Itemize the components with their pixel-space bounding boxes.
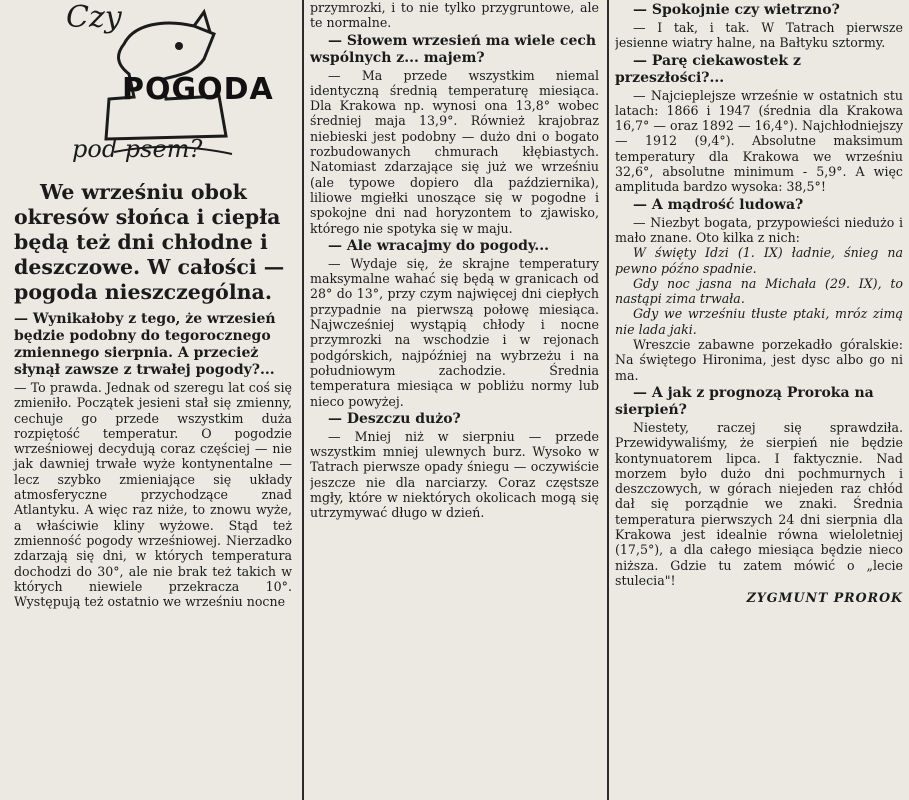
question-5: — Spokojnie czy wietrzno? — [633, 2, 840, 18]
logo-text-czy: Czy — [66, 0, 122, 35]
column-logo — [14, 0, 292, 172]
question-8: — A jak z prognozą Proroka na sierpień? — [615, 384, 874, 418]
column-divider — [302, 0, 304, 800]
column-divider — [607, 0, 609, 800]
question-6: — Parę ciekawostek z przeszłości?... — [615, 52, 801, 86]
answer-1-continued: przymrozki, i to nie tylko przygruntowe, ale te normalne. — [310, 0, 599, 31]
author-signature: ZYGMUNT PROROK — [746, 590, 903, 606]
question-2: — Słowem wrzesień ma wiele cech wspólnych z... majem? — [310, 32, 597, 66]
proverb-4: Wreszcie zabawne porzekadło góralskie: Na świętego Hironima, jest dysc albo go ni ma. — [615, 337, 903, 383]
lead-paragraph: We wrześniu obok okresów słońca i ciepła będą też dni chłodne i deszczowe. W całości — pogoda nieszczególna. — [14, 180, 285, 304]
answer-5: — I tak, i tak. W Tatrach pierwsze jesienne wiatry halne, na Bałtyku sztormy. — [615, 20, 903, 51]
answer-2: — Ma przede wszystkim niemal identyczną średnią temperaturę miesiąca. Dla Krakowa np. wynosi ona 13,8° wobec średniej maja 13,9°. Również krajobraz niebieski jest podobny — dużo dni o bogato rozbudowanych chmurach kłębiastych. Natomiast zdarzające się już we wrześniu (ale typowe dopiero dla października), liliowe mgiełki unoszące się w pogodne i spokojne dni nad horyzontem to zjawisko, którego nie spotyka się w maju. — [310, 67, 599, 236]
column-2 — [310, 0, 599, 800]
proverb-2: Gdy noc jasna na Michała (29. IX), to nastąpi zima trwała. — [615, 275, 903, 307]
proverb-3: Gdy we wrześniu tłuste ptaki, mróz zimą nie lada jaki. — [615, 306, 903, 337]
question-3: — Ale wracajmy do pogody... — [328, 237, 550, 254]
answer-8: Niestety, raczej się sprawdziła. Przewidywaliśmy, że sierpień nie będzie kontynuatorem lipca. I faktycznie. Nad morzem było dużo dni pochmurnych i deszczowych, w górach niejeden raz chłód dał się porządnie we znaki. Średnia temperatura pierwszych 24 dni sierpnia dla Krakowa jest idealnie równa wieloletniej (17,5°), a dla całego miesiąca będzie nieco niższa. Gdzie tu zatem mówić o „lecie stulecia"! — [615, 419, 903, 588]
question-4: — Deszczu dużo? — [328, 410, 461, 427]
answer-3: — Wydaje się, że skrajne temperatury maksymalne wahać się będą w granicach od 28° do 13°, przy czym najwięcej dni ciepłych przypadnie na pierwszą połowę miesiąca. Najwcześniej wystąpią chłody i nocne przymrozki na wschodzie i w rejonach podgórskich, najpóźniej na wybrzeżu i na południowym zachodzie. Średnia temperatura miesiąca w pobliżu normy lub nieco powyżej. — [310, 255, 599, 409]
proverb-1: W święty Idzi (1. IX) ładnie, śnieg na pewno późno spadnie. — [615, 245, 903, 276]
question-7: — A mądrość ludowa? — [633, 196, 804, 213]
answer-6: — Najcieplejsze wrześnie w ostatnich stu latach: 1866 i 1947 (średnia dla Krakowa 16,7° — oraz 1892 — 16,4°). Najchłodniejszy — 1912 (9,4°). Absolutne maksimum temperatury dla Krakowa we wrześniu 32,6°, absolutne minimum - 5,9°. A więc amplituda bardzo wysoka: 38,5°! — [615, 87, 903, 195]
column-3 — [615, 0, 903, 800]
answer-7: — Niezbyt bogata, przypowieści niedużo i mało znane. Oto kilka z nich: — [615, 214, 903, 245]
answer-4: — Mniej niż w sierpniu — przede wszystkim mniej ulewnych burz. Wysoko w Tatrach pierwsze opady śniegu — oczywiście jeszcze nie dla narciarzy. Coraz częstsze mgły, które w niektórych okolicach mogą się utrzymywać długo w dzień. — [310, 428, 599, 521]
question-1: — Wynikałoby z tego, że wrzesień będzie podobny do tegorocznego zmiennego sierpnia. A przecież słynął zawsze z trwałej pogody?... — [14, 311, 276, 378]
answer-1: — To prawda. Jednak od szeregu lat coś się zmieniło. Początek jesieni stał się zmienny, cechuje go przede wszystkim duża rozpiętość temperatur. O pogodzie wrześniowej decydują coraz częściej — nie jak dawniej trwałe wyże kontynentalne — lecz szybko zmieniające się układy atmosferyczne przychodzące znad Atlantyku. A więc raz niże, to znowu wyże, a właściwie kliny wyżowe. Stąd też zmienność pogody wrześniowej. Nierzadko zdarzają się dni, w których temperatura dochodzi do 30°, ale nie brak też takich w których niewiele przekracza 10°. Występują też ostatnio we wrześniu nocne — [14, 380, 292, 610]
column-1 — [12, 0, 294, 800]
logo-text-pod-psem: pod psem? — [72, 135, 203, 163]
logo-text-pogoda: POGODA — [122, 72, 274, 107]
